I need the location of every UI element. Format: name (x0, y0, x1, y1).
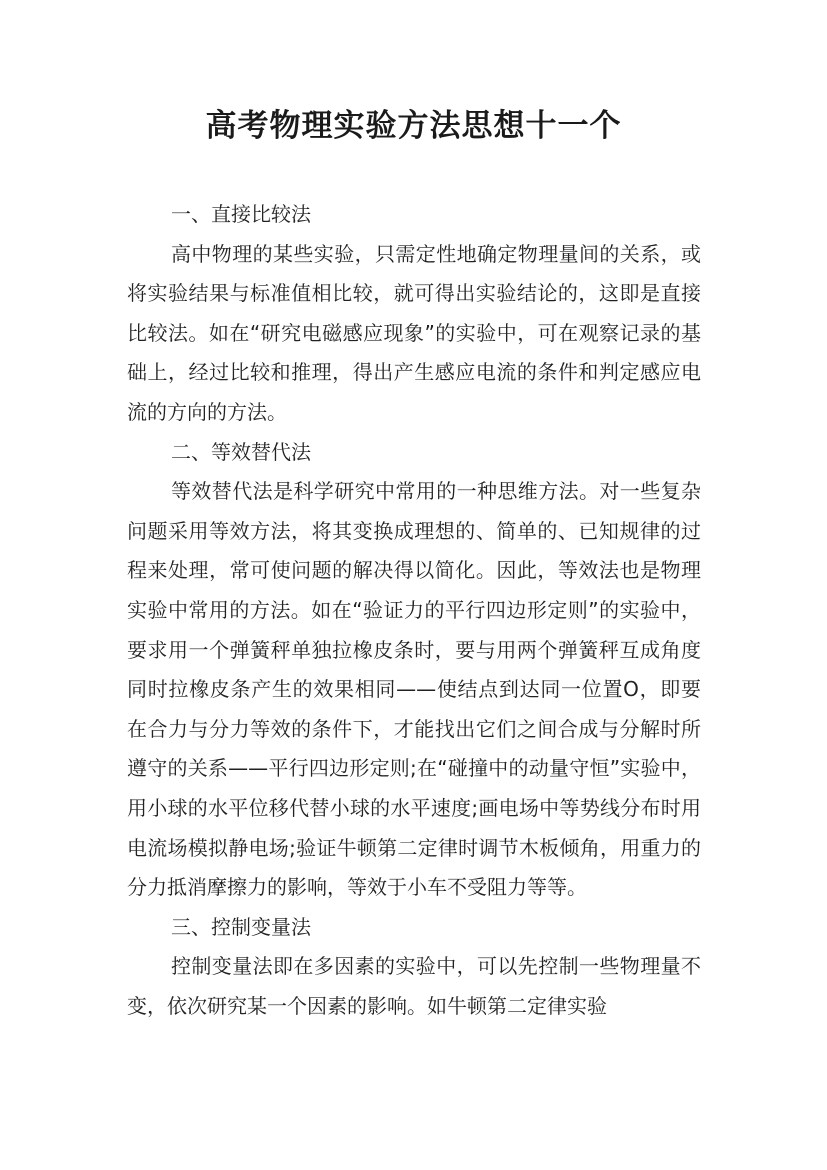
section-heading-equivalent-substitution: 二、等效替代法 (171, 439, 311, 464)
section-paragraph-direct-comparison: 高中物理的某些实验，只需定性地确定物理量间的关系，或将实验结果与标准值相比较，就可得出实验结论的，这即是直接比较法。如在“研究电磁感应现象”的实验中，可在观察记录的基础上，经过比较和推理，得出产生感应电流的条件和判定感应电流的方向的方法。 (127, 241, 701, 424)
document-title: 高考物理实验方法思想十一个 (205, 108, 622, 144)
section-heading-control-variables: 三、控制变量法 (171, 914, 311, 939)
section-paragraph-equivalent-substitution: 等效替代法是科学研究中常用的一种思维方法。对一些复杂问题采用等效方法，将其变换成理想的、简单的、已知规律的过程来处理，常可使问题的解决得以简化。因此，等效法也是物理实验中常用的方法。如在“验证力的平行四边形定则”的实验中，要求用一个弹簧秤单独拉橡皮条时，要与用两个弹簧秤互成角度同时拉橡皮条产生的效果相同——使结点到达同一位置O，即要在合力与分力等效的条件下，才能找出它们之间合成与分解时所遵守的关系——平行四边形定则;在“碰撞中的动量守恒”实验中，用小球的水平位移代替小球的水平速度;画电场中等势线分布时用电流场模拟静电场;验证牛顿第二定律时调节木板倾角，用重力的分力抵消摩擦力的影响，等效于小车不受阻力等等。 (127, 479, 701, 900)
section-paragraph-control-variables: 控制变量法即在多因素的实验中，可以先控制一些物理量不变，依次研究某一个因素的影响。如牛顿第二定律实验 (127, 954, 701, 1018)
section-heading-direct-comparison: 一、直接比较法 (171, 202, 311, 226)
document-body (127, 195, 701, 1026)
